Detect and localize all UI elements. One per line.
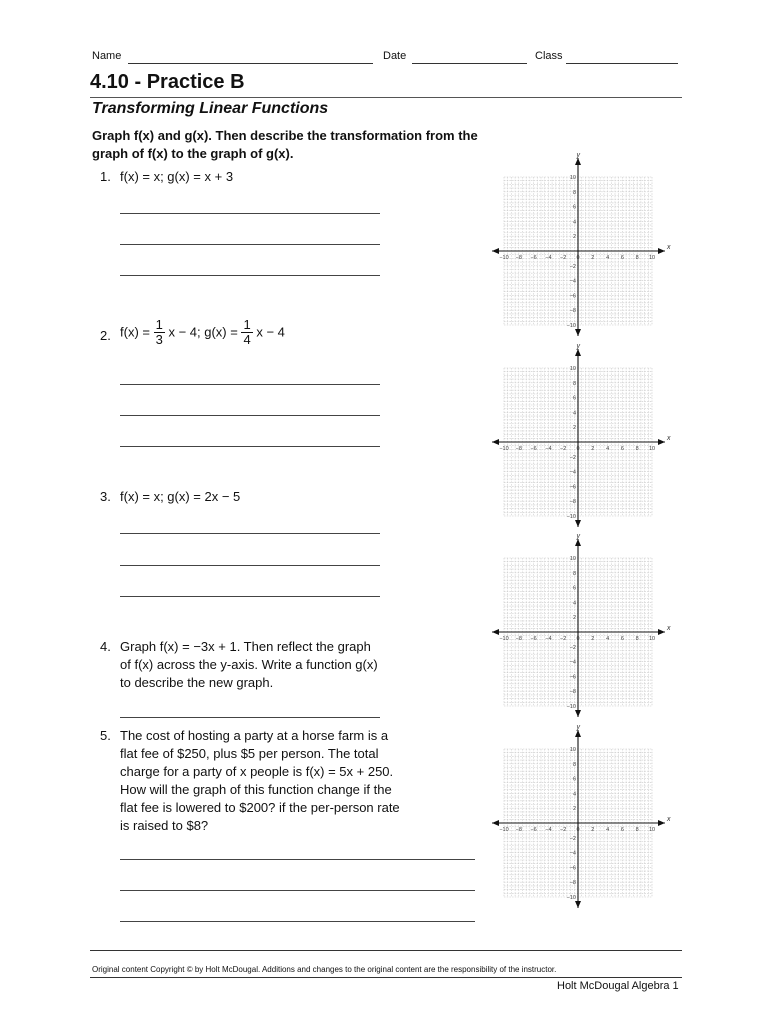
y-tick-label: −6	[569, 293, 576, 300]
y-tick-label: 10	[569, 175, 576, 181]
y-tick-label: −4	[569, 850, 576, 857]
y-tick-label: 6	[572, 585, 576, 592]
x-tick-label: −4	[545, 446, 552, 452]
x-tick-label: 8	[635, 255, 639, 261]
y-tick-label: −8	[569, 880, 576, 887]
name-label: Name	[92, 50, 122, 62]
question-number: 4.	[100, 639, 111, 654]
directions	[92, 127, 478, 163]
x-tick-label: 0	[576, 446, 580, 452]
y-tick-label: −4	[569, 278, 576, 285]
coordinate-grid-2[interactable]	[488, 341, 673, 529]
answer-line[interactable]	[120, 415, 380, 416]
answer-line[interactable]	[120, 565, 380, 566]
y-axis-label: y	[576, 533, 580, 540]
x-tick-label: 8	[635, 827, 639, 833]
x-tick-label: 4	[606, 636, 610, 642]
y-tick-label: −2	[569, 454, 576, 461]
question-4	[100, 638, 480, 692]
answer-line[interactable]	[120, 384, 380, 385]
x-axis-arrow-right	[658, 629, 665, 635]
copyright-notice: Original content Copyright © by Holt McDougal. Additions and changes to the original content are the responsibility of the instructor.	[92, 965, 557, 974]
y-axis-arrow-up	[575, 158, 581, 165]
y-tick-label: 6	[572, 204, 576, 211]
footer-rule-2	[90, 977, 682, 978]
y-tick-label: 4	[572, 219, 576, 226]
class-label: Class	[535, 50, 563, 62]
fraction-one-fourth	[241, 318, 252, 347]
x-tick-label: 4	[606, 446, 610, 452]
q2-part-2: x − 4; g(x) =	[168, 324, 238, 340]
answer-line[interactable]	[120, 921, 475, 922]
y-axis-label: y	[576, 152, 580, 159]
y-axis-arrow-up	[575, 539, 581, 546]
y-tick-label: 2	[572, 425, 576, 432]
x-tick-label: −8	[515, 827, 522, 833]
y-tick-label: 10	[569, 556, 576, 562]
x-tick-label: 4	[606, 255, 610, 261]
directions-line-2: graph of f(x) to the graph of g(x).	[92, 146, 294, 161]
answer-line[interactable]	[120, 859, 475, 860]
y-tick-label: 2	[572, 615, 576, 622]
x-tick-label: 10	[648, 255, 656, 261]
fraction-denominator: 4	[243, 332, 251, 347]
x-axis-label: x	[667, 816, 671, 823]
q2-part-3: x − 4	[256, 324, 285, 340]
coordinate-grid-3[interactable]	[488, 531, 673, 719]
x-tick-label: 2	[591, 255, 595, 261]
y-tick-label: 4	[572, 600, 576, 607]
x-tick-label: −2	[560, 827, 567, 833]
x-tick-label: 6	[620, 255, 624, 261]
page-subtitle: Transforming Linear Functions	[92, 100, 329, 117]
x-axis-label: x	[667, 625, 671, 632]
question-number: 1.	[100, 169, 111, 184]
x-tick-label: 2	[591, 827, 595, 833]
x-tick-label: −4	[545, 827, 552, 833]
y-tick-label: −6	[569, 484, 576, 491]
x-axis-arrow-left	[492, 820, 499, 826]
y-tick-label: 8	[572, 761, 576, 768]
q2-part-1: f(x) =	[120, 324, 150, 340]
x-tick-label: −10	[499, 636, 509, 642]
y-axis-arrow-down	[575, 710, 581, 717]
question-1	[100, 168, 480, 186]
y-tick-label: −10	[566, 514, 576, 520]
question-number: 2.	[100, 328, 111, 343]
title-rule	[90, 97, 682, 98]
question-number: 3.	[100, 489, 111, 504]
question-text-line: of f(x) across the y-axis. Write a function g(x)	[120, 657, 378, 672]
y-tick-label: −6	[569, 865, 576, 872]
y-tick-label: 4	[572, 791, 576, 798]
x-axis-arrow-left	[492, 248, 499, 254]
question-text-line: charge for a party of x people is f(x) = 5x + 250.	[120, 764, 394, 779]
x-tick-label: −4	[545, 255, 552, 261]
y-tick-label: 10	[569, 366, 576, 372]
question-3	[100, 488, 480, 506]
x-tick-label: −8	[515, 255, 522, 261]
answer-line[interactable]	[120, 275, 380, 276]
y-axis-arrow-down	[575, 520, 581, 527]
answer-line[interactable]	[120, 244, 380, 245]
y-tick-label: 8	[572, 570, 576, 577]
class-field[interactable]	[566, 63, 678, 64]
y-tick-label: −4	[569, 659, 576, 666]
y-tick-label: 2	[572, 234, 576, 241]
y-tick-label: −2	[569, 263, 576, 270]
answer-line[interactable]	[120, 446, 380, 447]
x-tick-label: −6	[530, 446, 537, 452]
y-tick-label: 2	[572, 806, 576, 813]
x-tick-label: 0	[576, 827, 580, 833]
answer-line[interactable]	[120, 213, 380, 214]
x-tick-label: 6	[620, 827, 624, 833]
question-text-line: Graph f(x) = −3x + 1. Then reflect the graph	[120, 639, 371, 654]
coordinate-grid-1[interactable]	[488, 150, 673, 338]
question-text-line: is raised to $8?	[120, 818, 209, 833]
x-tick-label: −6	[530, 255, 537, 261]
question-text-line: How will the graph of this function change if the	[120, 782, 392, 797]
coordinate-grid-4[interactable]	[488, 722, 673, 910]
fraction-numerator: 1	[155, 317, 163, 332]
x-tick-label: 0	[576, 636, 580, 642]
y-tick-label: 8	[572, 380, 576, 387]
x-tick-label: 0	[576, 255, 580, 261]
x-tick-label: −6	[530, 827, 537, 833]
fraction-denominator: 3	[155, 332, 163, 347]
question-text-line: flat fee is lowered to $200? if the per-person rate	[120, 800, 400, 815]
question-text	[120, 638, 378, 692]
question-text-line: flat fee of $250, plus $5 per person. The total	[120, 746, 379, 761]
y-tick-label: 6	[572, 776, 576, 783]
x-tick-label: 4	[606, 827, 610, 833]
question-text: f(x) = x; g(x) = 2x − 5	[120, 489, 241, 504]
name-field[interactable]	[128, 63, 373, 64]
date-label: Date	[383, 50, 407, 62]
question-text: f(x) = x; g(x) = x + 3	[120, 169, 234, 184]
x-tick-label: 10	[648, 636, 656, 642]
x-axis-arrow-right	[658, 248, 665, 254]
x-tick-label: −2	[560, 255, 567, 261]
fraction-one-third	[154, 318, 165, 347]
x-tick-label: −6	[530, 636, 537, 642]
y-axis-label: y	[576, 724, 580, 731]
y-tick-label: −10	[566, 323, 576, 329]
y-axis-arrow-down	[575, 329, 581, 336]
y-tick-label: 6	[572, 395, 576, 402]
question-text-line: to describe the new graph.	[120, 675, 274, 690]
y-tick-label: −2	[569, 644, 576, 651]
x-tick-label: 2	[591, 446, 595, 452]
y-tick-label: 4	[572, 410, 576, 417]
page-title: 4.10 - Practice B	[90, 71, 245, 93]
x-tick-label: −8	[515, 446, 522, 452]
x-tick-label: 8	[635, 446, 639, 452]
x-axis-label: x	[667, 435, 671, 442]
x-tick-label: 6	[620, 636, 624, 642]
footer-rule	[90, 950, 682, 951]
y-axis-label: y	[576, 343, 580, 350]
x-tick-label: −4	[545, 636, 552, 642]
question-number: 5.	[100, 728, 111, 743]
y-tick-label: −8	[569, 689, 576, 696]
question-text	[120, 727, 400, 835]
y-tick-label: −8	[569, 308, 576, 315]
x-axis-arrow-left	[492, 439, 499, 445]
x-tick-label: 2	[591, 636, 595, 642]
directions-line-1: Graph f(x) and g(x). Then describe the transformation from the	[92, 128, 478, 143]
y-axis-arrow-up	[575, 730, 581, 737]
question-5	[100, 727, 480, 835]
date-field[interactable]	[412, 63, 527, 64]
x-tick-label: −10	[499, 255, 509, 261]
x-tick-label: −8	[515, 636, 522, 642]
y-tick-label: −4	[569, 469, 576, 476]
x-tick-label: 8	[635, 636, 639, 642]
y-tick-label: 8	[572, 189, 576, 196]
y-tick-label: −10	[566, 704, 576, 710]
x-tick-label: 10	[648, 827, 656, 833]
question-text-line: The cost of hosting a party at a horse farm is a	[120, 728, 389, 743]
y-axis-arrow-up	[575, 349, 581, 356]
y-tick-label: −8	[569, 499, 576, 506]
answer-line[interactable]	[120, 596, 380, 597]
x-tick-label: −2	[560, 446, 567, 452]
y-axis-arrow-down	[575, 901, 581, 908]
fraction-numerator: 1	[243, 317, 251, 332]
x-axis-arrow-left	[492, 629, 499, 635]
y-tick-label: −10	[566, 895, 576, 901]
x-axis-arrow-right	[658, 820, 665, 826]
x-tick-label: 10	[648, 446, 656, 452]
x-tick-label: −2	[560, 636, 567, 642]
x-axis-arrow-right	[658, 439, 665, 445]
question-2	[100, 318, 500, 354]
y-tick-label: −6	[569, 674, 576, 681]
answer-line[interactable]	[120, 890, 475, 891]
answer-line[interactable]	[120, 533, 380, 534]
x-axis-label: x	[667, 244, 671, 251]
y-tick-label: 10	[569, 747, 576, 753]
x-tick-label: −10	[499, 446, 509, 452]
x-tick-label: −10	[499, 827, 509, 833]
y-tick-label: −2	[569, 835, 576, 842]
publisher-name: Holt McDougal Algebra 1	[557, 980, 679, 992]
answer-line[interactable]	[120, 717, 380, 718]
x-tick-label: 6	[620, 446, 624, 452]
